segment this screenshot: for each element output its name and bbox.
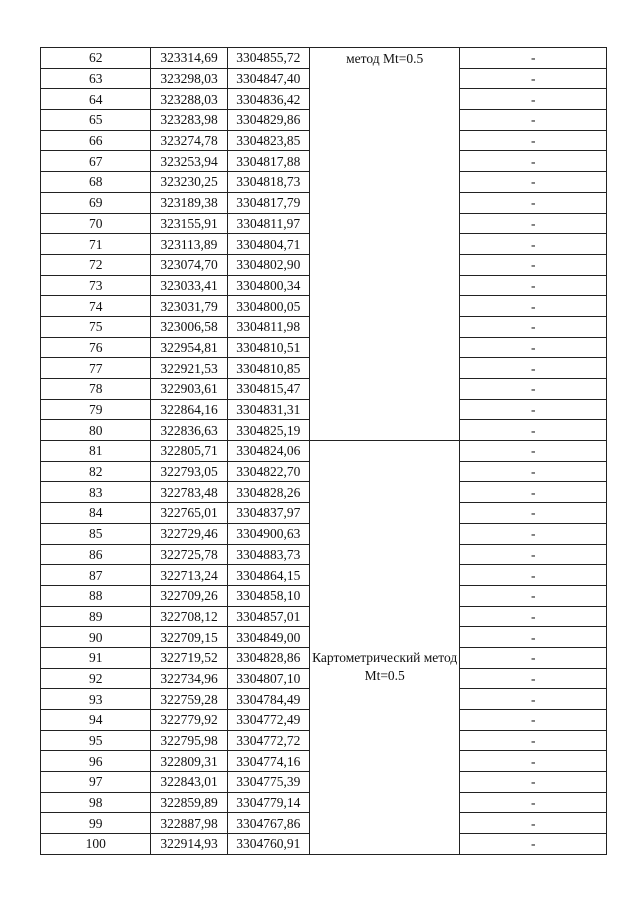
point-number-cell: 85: [41, 523, 151, 544]
point-number-cell: 100: [41, 834, 151, 855]
point-number-cell: 96: [41, 751, 151, 772]
note-cell: -: [460, 172, 607, 193]
note-cell: -: [460, 565, 607, 586]
x-coordinate-cell: 322759,28: [151, 689, 227, 710]
x-coordinate-cell: 323031,79: [151, 296, 227, 317]
point-number-cell: 98: [41, 792, 151, 813]
y-coordinate-cell: 3304824,06: [227, 441, 309, 462]
note-cell: -: [460, 379, 607, 400]
point-number-cell: 64: [41, 89, 151, 110]
x-coordinate-cell: 322793,05: [151, 461, 227, 482]
note-cell: -: [460, 606, 607, 627]
x-coordinate-cell: 322954,81: [151, 337, 227, 358]
point-number-cell: 90: [41, 627, 151, 648]
note-cell: -: [460, 316, 607, 337]
y-coordinate-cell: 3304831,31: [227, 399, 309, 420]
table-row: [41, 441, 607, 462]
y-coordinate-cell: 3304800,05: [227, 296, 309, 317]
y-coordinate-cell: 3304822,70: [227, 461, 309, 482]
point-number-cell: 74: [41, 296, 151, 317]
x-coordinate-cell: 323113,89: [151, 234, 227, 255]
y-coordinate-cell: 3304847,40: [227, 68, 309, 89]
y-coordinate-cell: 3304829,86: [227, 110, 309, 131]
y-coordinate-cell: 3304857,01: [227, 606, 309, 627]
point-number-cell: 97: [41, 772, 151, 793]
point-number-cell: 92: [41, 668, 151, 689]
note-cell: -: [460, 296, 607, 317]
x-coordinate-cell: 322914,93: [151, 834, 227, 855]
note-cell: -: [460, 689, 607, 710]
point-number-cell: 78: [41, 379, 151, 400]
point-number-cell: 84: [41, 503, 151, 524]
x-coordinate-cell: 323074,70: [151, 254, 227, 275]
note-cell: -: [460, 461, 607, 482]
y-coordinate-cell: 3304811,97: [227, 213, 309, 234]
note-cell: -: [460, 627, 607, 648]
x-coordinate-cell: 322734,96: [151, 668, 227, 689]
x-coordinate-cell: 323253,94: [151, 151, 227, 172]
x-coordinate-cell: 322843,01: [151, 772, 227, 793]
x-coordinate-cell: 323230,25: [151, 172, 227, 193]
y-coordinate-cell: 3304802,90: [227, 254, 309, 275]
note-cell: -: [460, 834, 607, 855]
method-cell: метод Mt=0.5: [309, 48, 460, 441]
y-coordinate-cell: 3304767,86: [227, 813, 309, 834]
y-coordinate-cell: 3304772,49: [227, 710, 309, 731]
y-coordinate-cell: 3304815,47: [227, 379, 309, 400]
note-cell: -: [460, 192, 607, 213]
coordinates-table: [40, 47, 607, 855]
y-coordinate-cell: 3304800,34: [227, 275, 309, 296]
x-coordinate-cell: 322859,89: [151, 792, 227, 813]
point-number-cell: 86: [41, 544, 151, 565]
y-coordinate-cell: 3304864,15: [227, 565, 309, 586]
note-cell: -: [460, 544, 607, 565]
point-number-cell: 89: [41, 606, 151, 627]
point-number-cell: 65: [41, 110, 151, 131]
note-cell: -: [460, 254, 607, 275]
note-cell: -: [460, 151, 607, 172]
note-cell: -: [460, 710, 607, 731]
note-cell: -: [460, 275, 607, 296]
note-cell: -: [460, 585, 607, 606]
x-coordinate-cell: 322725,78: [151, 544, 227, 565]
y-coordinate-cell: 3304858,10: [227, 585, 309, 606]
note-cell: -: [460, 130, 607, 151]
point-number-cell: 87: [41, 565, 151, 586]
y-coordinate-cell: 3304784,49: [227, 689, 309, 710]
y-coordinate-cell: 3304828,26: [227, 482, 309, 503]
point-number-cell: 77: [41, 358, 151, 379]
y-coordinate-cell: 3304828,86: [227, 647, 309, 668]
y-coordinate-cell: 3304836,42: [227, 89, 309, 110]
y-coordinate-cell: 3304807,10: [227, 668, 309, 689]
point-number-cell: 63: [41, 68, 151, 89]
point-number-cell: 76: [41, 337, 151, 358]
y-coordinate-cell: 3304811,98: [227, 316, 309, 337]
note-cell: -: [460, 48, 607, 69]
x-coordinate-cell: 322713,24: [151, 565, 227, 586]
point-number-cell: 83: [41, 482, 151, 503]
y-coordinate-cell: 3304772,72: [227, 730, 309, 751]
y-coordinate-cell: 3304760,91: [227, 834, 309, 855]
note-cell: -: [460, 482, 607, 503]
y-coordinate-cell: 3304883,73: [227, 544, 309, 565]
y-coordinate-cell: 3304837,97: [227, 503, 309, 524]
point-number-cell: 79: [41, 399, 151, 420]
x-coordinate-cell: 322795,98: [151, 730, 227, 751]
y-coordinate-cell: 3304817,79: [227, 192, 309, 213]
x-coordinate-cell: 323314,69: [151, 48, 227, 69]
note-cell: -: [460, 420, 607, 441]
note-cell: -: [460, 234, 607, 255]
x-coordinate-cell: 322719,52: [151, 647, 227, 668]
x-coordinate-cell: 322887,98: [151, 813, 227, 834]
y-coordinate-cell: 3304810,85: [227, 358, 309, 379]
x-coordinate-cell: 322805,71: [151, 441, 227, 462]
x-coordinate-cell: 322783,48: [151, 482, 227, 503]
note-cell: -: [460, 772, 607, 793]
note-cell: -: [460, 523, 607, 544]
x-coordinate-cell: 323274,78: [151, 130, 227, 151]
point-number-cell: 94: [41, 710, 151, 731]
note-cell: -: [460, 213, 607, 234]
point-number-cell: 71: [41, 234, 151, 255]
x-coordinate-cell: 322864,16: [151, 399, 227, 420]
y-coordinate-cell: 3304817,88: [227, 151, 309, 172]
x-coordinate-cell: 322903,61: [151, 379, 227, 400]
x-coordinate-cell: 323155,91: [151, 213, 227, 234]
note-cell: -: [460, 89, 607, 110]
y-coordinate-cell: 3304900,63: [227, 523, 309, 544]
y-coordinate-cell: 3304855,72: [227, 48, 309, 69]
y-coordinate-cell: 3304774,16: [227, 751, 309, 772]
x-coordinate-cell: 322765,01: [151, 503, 227, 524]
x-coordinate-cell: 322709,26: [151, 585, 227, 606]
point-number-cell: 80: [41, 420, 151, 441]
x-coordinate-cell: 322921,53: [151, 358, 227, 379]
note-cell: -: [460, 68, 607, 89]
point-number-cell: 68: [41, 172, 151, 193]
x-coordinate-cell: 322809,31: [151, 751, 227, 772]
point-number-cell: 75: [41, 316, 151, 337]
x-coordinate-cell: 323033,41: [151, 275, 227, 296]
x-coordinate-cell: 323288,03: [151, 89, 227, 110]
point-number-cell: 88: [41, 585, 151, 606]
x-coordinate-cell: 322709,15: [151, 627, 227, 648]
note-cell: -: [460, 441, 607, 462]
note-cell: -: [460, 792, 607, 813]
y-coordinate-cell: 3304804,71: [227, 234, 309, 255]
point-number-cell: 93: [41, 689, 151, 710]
note-cell: -: [460, 110, 607, 131]
note-cell: -: [460, 668, 607, 689]
point-number-cell: 95: [41, 730, 151, 751]
point-number-cell: 82: [41, 461, 151, 482]
point-number-cell: 99: [41, 813, 151, 834]
coordinates-table-body: [41, 48, 607, 855]
x-coordinate-cell: 323189,38: [151, 192, 227, 213]
table-row: [41, 48, 607, 69]
y-coordinate-cell: 3304775,39: [227, 772, 309, 793]
x-coordinate-cell: 323006,58: [151, 316, 227, 337]
point-number-cell: 72: [41, 254, 151, 275]
note-cell: -: [460, 647, 607, 668]
note-cell: -: [460, 358, 607, 379]
point-number-cell: 69: [41, 192, 151, 213]
note-cell: -: [460, 399, 607, 420]
method-cell: Картометрический метод Mt=0.5: [309, 441, 460, 855]
point-number-cell: 73: [41, 275, 151, 296]
y-coordinate-cell: 3304823,85: [227, 130, 309, 151]
x-coordinate-cell: 322836,63: [151, 420, 227, 441]
y-coordinate-cell: 3304810,51: [227, 337, 309, 358]
note-cell: -: [460, 813, 607, 834]
note-cell: -: [460, 751, 607, 772]
x-coordinate-cell: 322729,46: [151, 523, 227, 544]
point-number-cell: 67: [41, 151, 151, 172]
x-coordinate-cell: 322779,92: [151, 710, 227, 731]
y-coordinate-cell: 3304779,14: [227, 792, 309, 813]
point-number-cell: 70: [41, 213, 151, 234]
y-coordinate-cell: 3304849,00: [227, 627, 309, 648]
y-coordinate-cell: 3304825,19: [227, 420, 309, 441]
note-cell: -: [460, 730, 607, 751]
point-number-cell: 66: [41, 130, 151, 151]
x-coordinate-cell: 323298,03: [151, 68, 227, 89]
note-cell: -: [460, 337, 607, 358]
point-number-cell: 81: [41, 441, 151, 462]
point-number-cell: 62: [41, 48, 151, 69]
point-number-cell: 91: [41, 647, 151, 668]
x-coordinate-cell: 323283,98: [151, 110, 227, 131]
x-coordinate-cell: 322708,12: [151, 606, 227, 627]
y-coordinate-cell: 3304818,73: [227, 172, 309, 193]
note-cell: -: [460, 503, 607, 524]
